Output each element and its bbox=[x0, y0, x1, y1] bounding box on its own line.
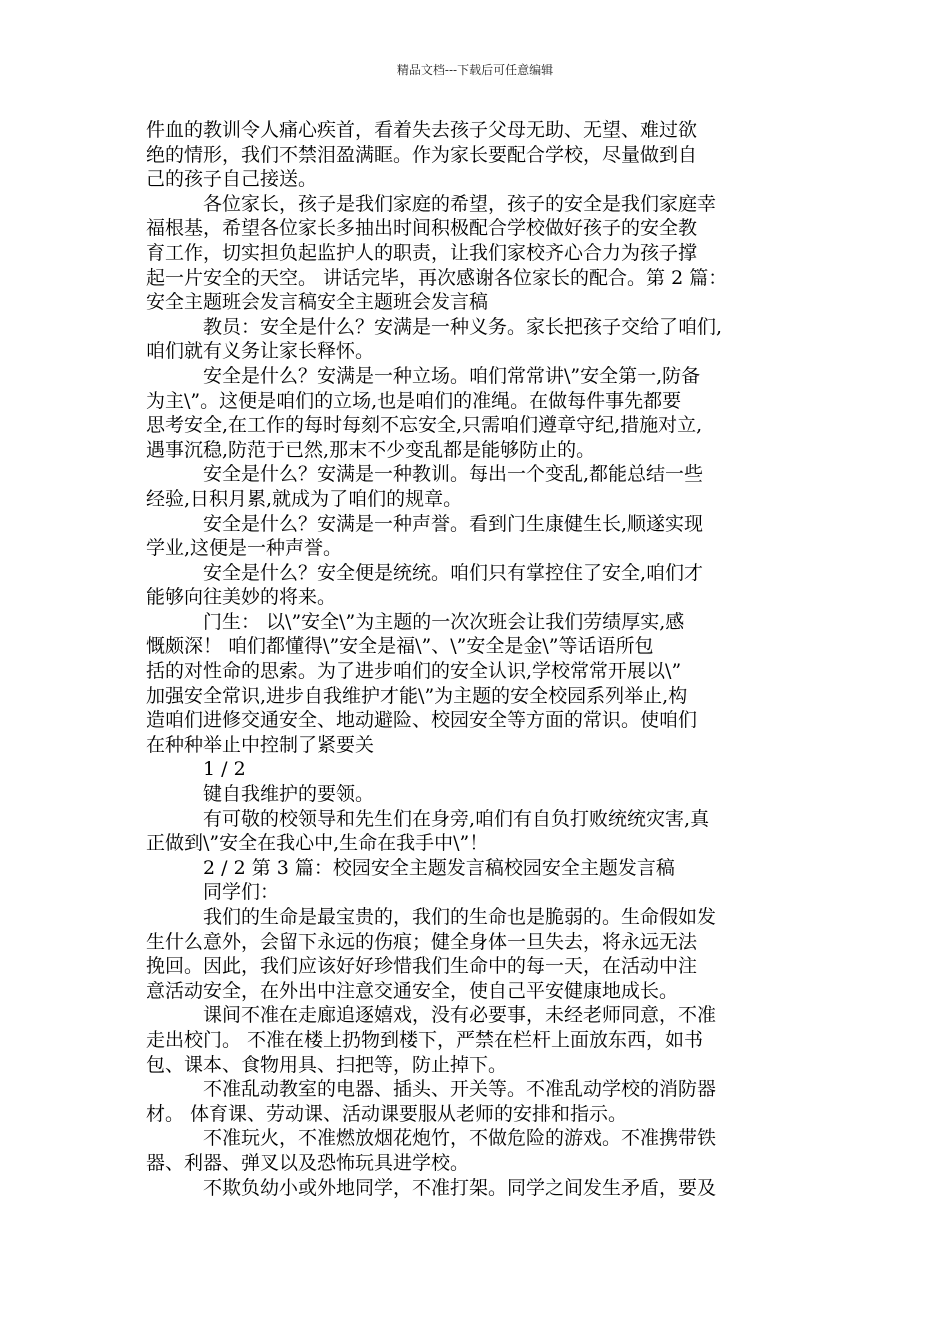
text-line: 安全是什么？安全便是统统。咱们只有掌控住了安全,咱们才 bbox=[203, 561, 704, 584]
text-line: 为主\”。这便是咱们的立场,也是咱们的准绳。在做每件事先都要 bbox=[146, 389, 682, 412]
text-line: 经验,日积月累,就成为了咱们的规章。 bbox=[146, 487, 463, 510]
text-line: 己的孩子自己接送。 bbox=[146, 168, 318, 191]
text-line: 不欺负幼小或外地同学，不准打架。同学之间发生矛盾，要及 bbox=[203, 1176, 717, 1199]
text-line: 安全是什么？安满是一种立场。咱们常常讲\”安全第一,防备 bbox=[203, 364, 701, 387]
text-line: 正做到\”安全在我心中,生命在我手中\”！ bbox=[146, 832, 489, 855]
text-line: 绝的情形，我们不禁泪盈满眶。作为家长要配合学校，尽量做到自 bbox=[146, 143, 698, 166]
text-line: 意活动安全，在外出中注意交通安全，使自己平安健康地成长。 bbox=[146, 979, 679, 1002]
text-line: 括的对性命的思索。为了进步咱们的安全认识,学校常常开展以\” bbox=[146, 660, 682, 683]
text-line: 生什么意外，会留下永远的伤痕；健全身体一旦失去，将永远无法 bbox=[146, 930, 698, 953]
text-line: 起一片安全的天空。 讲话完毕，再次感谢各位家长的配合。第 2 篇： bbox=[146, 266, 728, 289]
text-line: 安全是什么？安满是一种教训。每出一个变乱,都能总结一些 bbox=[203, 463, 704, 486]
text-line: 课间不准在走廊追逐嬉戏，没有必要事，未经老师同意，不准 bbox=[203, 1004, 717, 1027]
text-line: 不准乱动教室的电器、插头、开关等。不准乱动学校的消防器 bbox=[203, 1078, 717, 1101]
text-line: 教员：安全是什么？安满是一种义务。家长把孩子交给了咱们, bbox=[203, 315, 723, 338]
text-line: 同学们： bbox=[203, 881, 280, 904]
text-line: 思考安全,在工作的每时每刻不忘安全,只需咱们遵章守纪,措施对立, bbox=[146, 414, 703, 437]
text-line: 材。 体育课、劳动课、活动课要服从老师的安排和指示。 bbox=[146, 1102, 628, 1125]
document-body bbox=[146, 118, 814, 1200]
text-line: 包、课本、食物用具、扫把等，防止掉下。 bbox=[146, 1053, 508, 1076]
text-line: 加强安全常识,进步自我维护才能\”为主题的安全校园系列举止,构 bbox=[146, 684, 688, 707]
text-line: 能够向往美妙的将来。 bbox=[146, 586, 337, 609]
text-line: 福根基，希望各位家长多抽出时间积极配合学校做好孩子的安全教 bbox=[146, 217, 698, 240]
text-line: 门生： 以\”安全\”为主题的一次次班会让我们劳绩厚实,感 bbox=[203, 610, 685, 633]
text-line: 键自我维护的要领。 bbox=[203, 783, 375, 806]
text-line: 咱们就有义务让家长释怀。 bbox=[146, 340, 375, 363]
text-line: 在种种举止中控制了紧要关 bbox=[146, 733, 375, 756]
text-line: 各位家长，孩子是我们家庭的希望，孩子的安全是我们家庭幸 bbox=[203, 192, 717, 215]
text-line: 安全是什么？安满是一种声誉。看到门生康健生长,顺遂实现 bbox=[203, 512, 704, 535]
text-line: 慨颇深！ 咱们都懂得\”安全是福\”、\”安全是金\”等话语所包 bbox=[146, 635, 654, 658]
text-line: 器、利器、弹叉以及恐怖玩具进学校。 bbox=[146, 1151, 470, 1174]
text-line: 1 / 2 bbox=[203, 758, 246, 781]
text-line: 学业,这便是一种声誉。 bbox=[146, 537, 343, 560]
text-line: 我们的生命是最宝贵的，我们的生命也是脆弱的。生命假如发 bbox=[203, 906, 717, 928]
text-line: 挽回。因此，我们应该好好珍惜我们生命中的每一天，在活动中注 bbox=[146, 955, 698, 978]
text-line: 2 / 2 第 3 篇：校园安全主题发言稿校园安全主题发言稿 bbox=[203, 856, 675, 879]
text-line: 走出校门。 不准在楼上扔物到楼下，严禁在栏杆上面放东西，如书 bbox=[146, 1028, 704, 1051]
text-line: 安全主题班会发言稿安全主题班会发言稿 bbox=[146, 291, 489, 314]
text-line: 有可敬的校领导和先生们在身旁,咱们有自负打败统统灾害,真 bbox=[203, 807, 710, 830]
text-line: 造咱们进修交通安全、地动避险、校园安全等方面的常识。使咱们 bbox=[146, 709, 698, 732]
text-line: 育工作，切实担负起监护人的职责，让我们家校齐心合力为孩子撑 bbox=[146, 241, 698, 264]
page-header: 精品文档---下载后可任意编辑 bbox=[396, 63, 554, 77]
text-line: 不准玩火，不准燃放烟花炮竹，不做危险的游戏。不准携带铁 bbox=[203, 1127, 717, 1150]
text-line: 件血的教训令人痛心疾首，看着失去孩子父母无助、无望、难过欲 bbox=[146, 119, 698, 141]
text-line: 遇事沉稳,防范于已然,那末不少变乱都是能够防止的。 bbox=[146, 438, 596, 461]
